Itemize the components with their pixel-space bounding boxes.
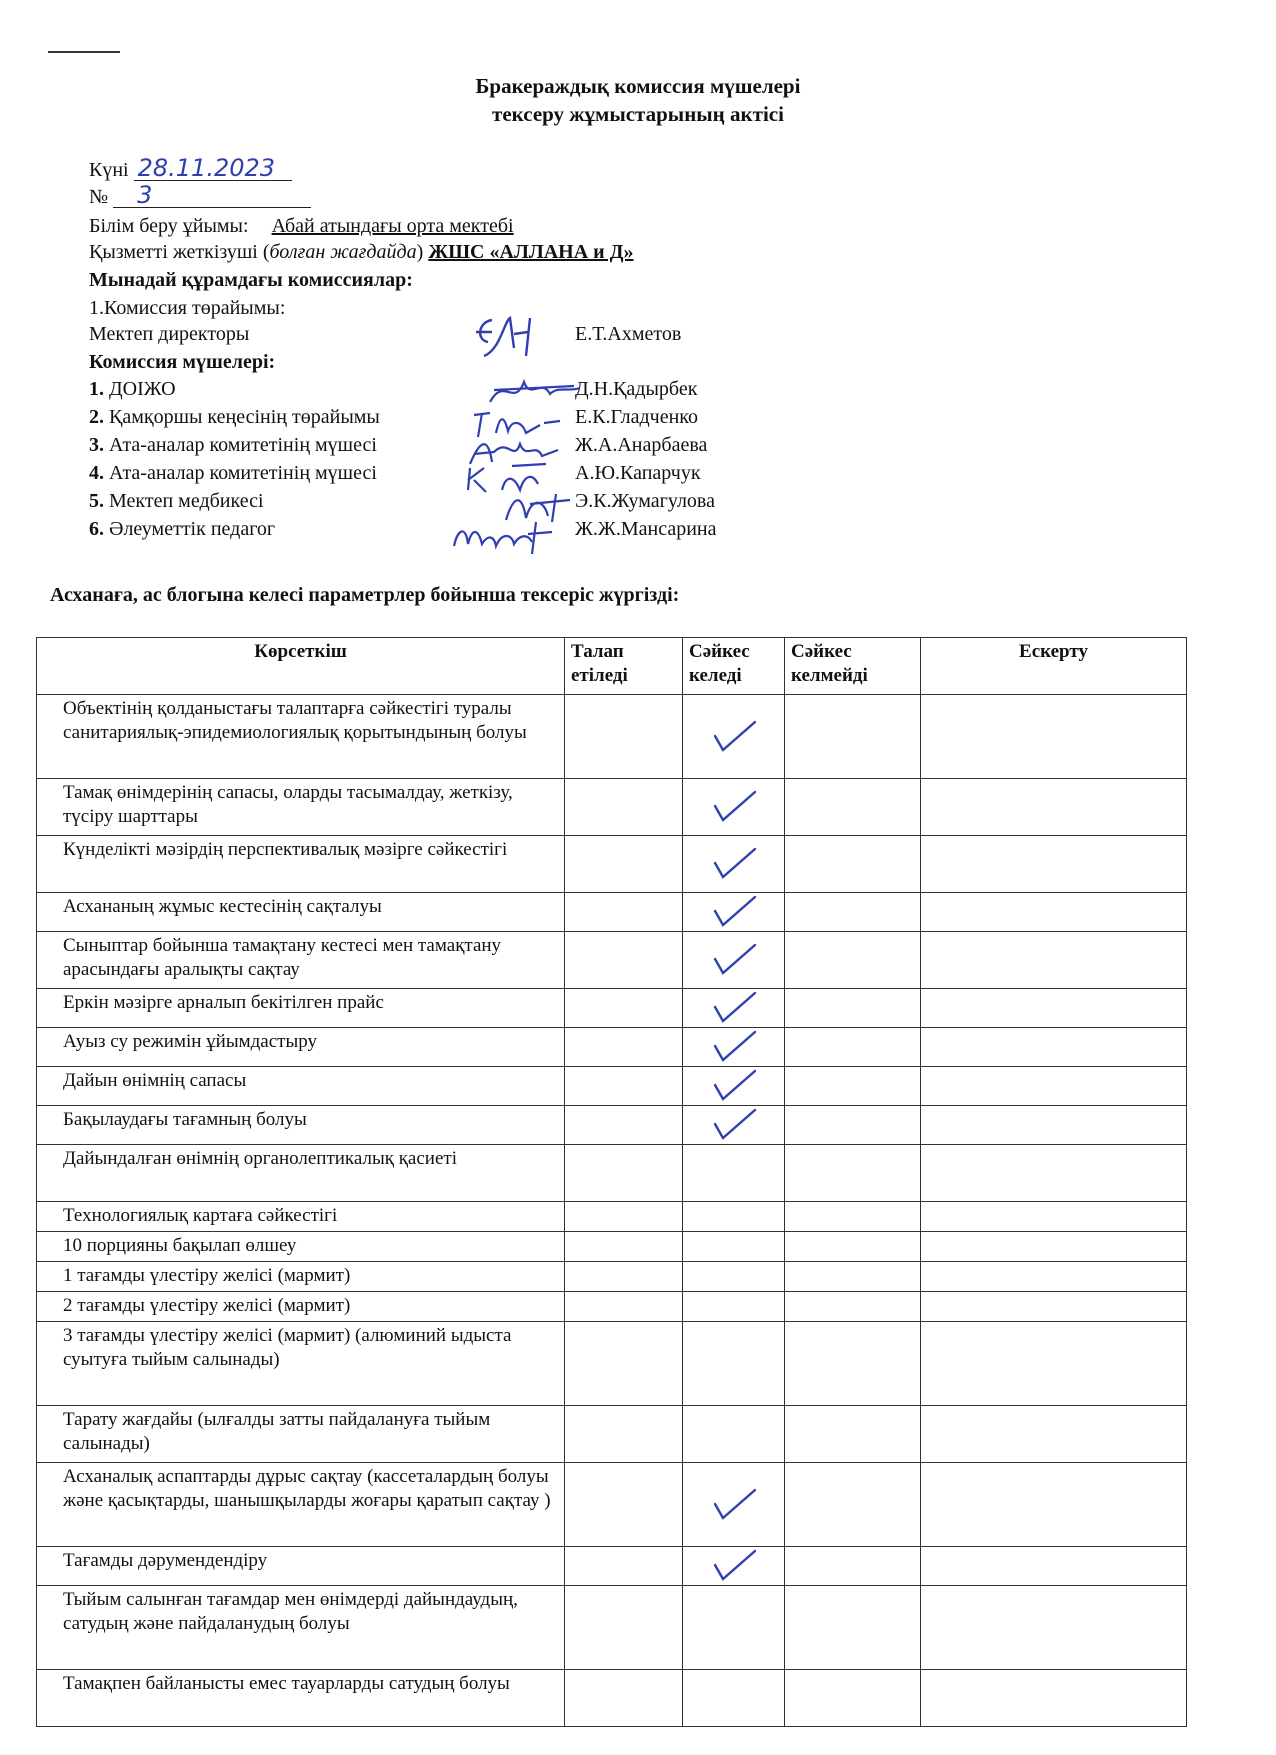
required-cell (565, 1028, 683, 1067)
member-name: А.Ю.Капарчук (575, 462, 701, 484)
indicator-cell: Тамақ өнімдерінің сапасы, оларды тасымалдау, жеткізу, түсіру шарттары (37, 779, 565, 836)
note-cell (921, 779, 1187, 836)
compliant-cell (683, 779, 785, 836)
noncompliant-cell (785, 779, 921, 836)
noncompliant-cell (785, 1463, 921, 1547)
date-label: Күні (89, 159, 129, 181)
indicator-cell: Тамақпен байланысты емес тауарларды сатудың болуы (37, 1670, 565, 1727)
number-field (89, 183, 311, 209)
note-cell (921, 1262, 1187, 1292)
compliant-cell (683, 1028, 785, 1067)
member-number: 6. (89, 518, 104, 540)
note-cell (921, 695, 1187, 779)
header-noncompliant: Сәйкес келмейді (785, 638, 921, 695)
noncompliant-cell (785, 1322, 921, 1406)
checkmark-icon (711, 943, 757, 977)
member-signature-6 (448, 516, 558, 556)
table-row (37, 989, 1187, 1028)
indicator-cell: 1 тағамды үлестіру желісі (мармит) (37, 1262, 565, 1292)
compliant-cell (683, 1232, 785, 1262)
noncompliant-cell (785, 989, 921, 1028)
indicator-cell: Тағамды дәрумендендіру (37, 1547, 565, 1586)
noncompliant-cell (785, 1547, 921, 1586)
member-number: 2. (89, 406, 104, 428)
noncompliant-cell (785, 932, 921, 989)
member-number: 3. (89, 434, 104, 456)
indicator-cell: 2 тағамды үлестіру желісі (мармит) (37, 1292, 565, 1322)
checkmark-icon (711, 895, 757, 929)
noncompliant-cell (785, 1586, 921, 1670)
required-cell (565, 1670, 683, 1727)
table-row (37, 1202, 1187, 1232)
chair-name: Е.Т.Ахметов (575, 323, 682, 345)
table-body (37, 695, 1187, 1727)
member-name: Е.К.Гладченко (575, 406, 698, 428)
note-cell (921, 1202, 1187, 1232)
required-cell (565, 1292, 683, 1322)
table-row (37, 1028, 1187, 1067)
note-cell (921, 1547, 1187, 1586)
noncompliant-cell (785, 1106, 921, 1145)
member-role: Ата-аналар комитетінің мүшесі (109, 434, 377, 456)
member-number: 4. (89, 462, 104, 484)
table-row (37, 893, 1187, 932)
commission-label: Мынадай құрамдағы комиссиялар: (89, 269, 413, 291)
checkmark-icon (711, 1108, 757, 1142)
header-required: Талап етіледі (565, 638, 683, 695)
indicator-cell: 3 тағамды үлестіру желісі (мармит) (алюминий ыдыста суытуға тыйым салынады) (37, 1322, 565, 1406)
note-cell (921, 989, 1187, 1028)
table-row (37, 1292, 1187, 1322)
table-row (37, 1547, 1187, 1586)
required-cell (565, 1262, 683, 1292)
provider-value: ЖШС «АЛЛАНА и Д» (428, 241, 634, 263)
noncompliant-cell (785, 1292, 921, 1322)
table-row (37, 932, 1187, 989)
member-role: Мектеп медбикесі (109, 490, 264, 512)
compliant-cell (683, 1547, 785, 1586)
table-row (37, 1670, 1187, 1727)
compliant-cell (683, 695, 785, 779)
table-header-row (37, 638, 1187, 695)
indicator-cell: Тарату жағдайы (ылғалды затты пайдалануға тыйым салынады) (37, 1406, 565, 1463)
member-name: Д.Н.Қадырбек (575, 378, 698, 400)
table-row (37, 1067, 1187, 1106)
chair-signature (470, 312, 550, 364)
note-cell (921, 1406, 1187, 1463)
note-cell (921, 1463, 1187, 1547)
note-cell (921, 1028, 1187, 1067)
provider-italic: болған жағдайда (269, 241, 417, 263)
indicator-cell: Еркін мәзірге арналып бекітілген прайс (37, 989, 565, 1028)
checkmark-icon (711, 847, 757, 881)
table-row (37, 1145, 1187, 1202)
indicator-cell: Бақылаудағы тағамның болуы (37, 1106, 565, 1145)
indicator-cell: Технологиялық картаға сәйкестігі (37, 1202, 565, 1232)
noncompliant-cell (785, 1406, 921, 1463)
required-cell (565, 1202, 683, 1232)
compliant-cell (683, 1586, 785, 1670)
indicator-cell: Асхананың жұмыс кестесінің сақталуы (37, 893, 565, 932)
indicator-cell: Ауыз су режимін ұйымдастыру (37, 1028, 565, 1067)
required-cell (565, 779, 683, 836)
member-number: 1. (89, 378, 104, 400)
compliant-cell (683, 1292, 785, 1322)
compliant-cell (683, 1463, 785, 1547)
note-cell (921, 932, 1187, 989)
member-number: 5. (89, 490, 104, 512)
member-name: Ж.А.Анарбаева (575, 434, 708, 456)
compliant-cell (683, 1406, 785, 1463)
noncompliant-cell (785, 836, 921, 893)
compliant-cell (683, 1067, 785, 1106)
required-cell (565, 695, 683, 779)
required-cell (565, 1067, 683, 1106)
indicator-cell: Сыныптар бойынша тамақтану кестесі мен тамақтану арасындағы аралықты сақтау (37, 932, 565, 989)
noncompliant-cell (785, 1670, 921, 1727)
required-cell (565, 1586, 683, 1670)
compliant-cell (683, 1202, 785, 1232)
noncompliant-cell (785, 1202, 921, 1232)
table-row (37, 1586, 1187, 1670)
member-role: ДОІЖО (109, 378, 176, 400)
noncompliant-cell (785, 695, 921, 779)
indicator-cell: Дайын өнімнің сапасы (37, 1067, 565, 1106)
compliant-cell (683, 989, 785, 1028)
inspection-table (36, 637, 1187, 1727)
table-row (37, 1406, 1187, 1463)
required-cell (565, 1322, 683, 1406)
provider-close: ) (416, 241, 424, 263)
note-cell (921, 893, 1187, 932)
document-title (0, 72, 1276, 128)
provider-label: Қызметті жеткізуші ( (89, 241, 270, 263)
number-value: 3 (113, 183, 311, 208)
date-field (89, 156, 292, 182)
checkmark-icon (711, 1488, 757, 1522)
note-cell (921, 1106, 1187, 1145)
note-cell (921, 1292, 1187, 1322)
note-cell (921, 836, 1187, 893)
table-row (37, 779, 1187, 836)
noncompliant-cell (785, 1145, 921, 1202)
inspection-heading: Асханаға, ас блогына келесі параметрлер бойынша тексеріс жүргізді: (50, 584, 680, 606)
table-row (37, 836, 1187, 893)
compliant-cell (683, 1145, 785, 1202)
title-line-1: Бракераждық комиссия мүшелері (475, 74, 801, 98)
table-row (37, 695, 1187, 779)
indicator-cell: Объектінің қолданыстағы талаптарға сәйкестігі туралы санитариялық-эпидемиологиялық қорытындының болуы (37, 695, 565, 779)
noncompliant-cell (785, 1262, 921, 1292)
member-name: Э.К.Жумагулова (575, 490, 715, 512)
required-cell (565, 1232, 683, 1262)
checkmark-icon (711, 1069, 757, 1103)
required-cell (565, 1406, 683, 1463)
required-cell (565, 1547, 683, 1586)
note-cell (921, 1586, 1187, 1670)
note-cell (921, 1067, 1187, 1106)
noncompliant-cell (785, 1232, 921, 1262)
noncompliant-cell (785, 1067, 921, 1106)
date-value: 28.11.2023 (134, 156, 292, 181)
member-role: Әлеуметтік педагог (109, 518, 276, 540)
provider-field (89, 240, 633, 264)
required-cell (565, 1145, 683, 1202)
noncompliant-cell (785, 893, 921, 932)
note-cell (921, 1232, 1187, 1262)
header-compliant: Сәйкес келеді (683, 638, 785, 695)
compliant-cell (683, 1670, 785, 1727)
title-line-2: тексеру жұмыстарының актісі (492, 102, 784, 126)
table-row (37, 1463, 1187, 1547)
indicator-cell: Күнделікті мәзірдің перспективалық мәзірге сәйкестігі (37, 836, 565, 893)
compliant-cell (683, 932, 785, 989)
checkmark-icon (711, 790, 757, 824)
indicator-cell: 10 порцияны бақылап өлшеу (37, 1232, 565, 1262)
note-cell (921, 1322, 1187, 1406)
header-indicator: Көрсеткіш (37, 638, 565, 695)
indicator-cell: Дайындалған өнімнің органолептикалық қасиеті (37, 1145, 565, 1202)
number-label: № (89, 186, 109, 208)
checkmark-icon (711, 1030, 757, 1064)
required-cell (565, 836, 683, 893)
checkmark-icon (711, 1549, 757, 1583)
member-name: Ж.Ж.Мансарина (575, 518, 717, 540)
indicator-cell: Тыйым салынған тағамдар мен өнімдерді дайындаудың, сатудың және пайдаланудың болуы (37, 1586, 565, 1670)
member-role: Қамқоршы кеңесінің төрайымы (109, 406, 380, 428)
required-cell (565, 1463, 683, 1547)
required-cell (565, 1106, 683, 1145)
organization-value: Абай атындағы орта мектебі (271, 215, 514, 237)
organization-label: Білім беру ұйымы: (89, 215, 249, 237)
top-rule (48, 51, 120, 53)
table-row (37, 1232, 1187, 1262)
required-cell (565, 932, 683, 989)
member-role: Ата-аналар комитетінің мүшесі (109, 462, 377, 484)
checkmark-icon (711, 991, 757, 1025)
compliant-cell (683, 1262, 785, 1292)
organization-field (89, 214, 514, 238)
checkmark-icon (711, 720, 757, 754)
note-cell (921, 1670, 1187, 1727)
compliant-cell (683, 836, 785, 893)
compliant-cell (683, 1106, 785, 1145)
required-cell (565, 989, 683, 1028)
noncompliant-cell (785, 1028, 921, 1067)
header-note: Ескерту (921, 638, 1187, 695)
compliant-cell (683, 1322, 785, 1406)
compliant-cell (683, 893, 785, 932)
table-row (37, 1262, 1187, 1292)
chair-role: Мектеп директоры (89, 323, 250, 345)
table-row (37, 1322, 1187, 1406)
indicator-cell: Асханалық аспаптарды дұрыс сақтау (кассеталардың болуы және қасықтарды, шанышқыларды жоғары қаратып сақтау ) (37, 1463, 565, 1547)
chair-label: 1.Комиссия төрайымы: (89, 297, 286, 319)
required-cell (565, 893, 683, 932)
note-cell (921, 1145, 1187, 1202)
table-row (37, 1106, 1187, 1145)
members-label: Комиссия мүшелері: (89, 351, 276, 373)
